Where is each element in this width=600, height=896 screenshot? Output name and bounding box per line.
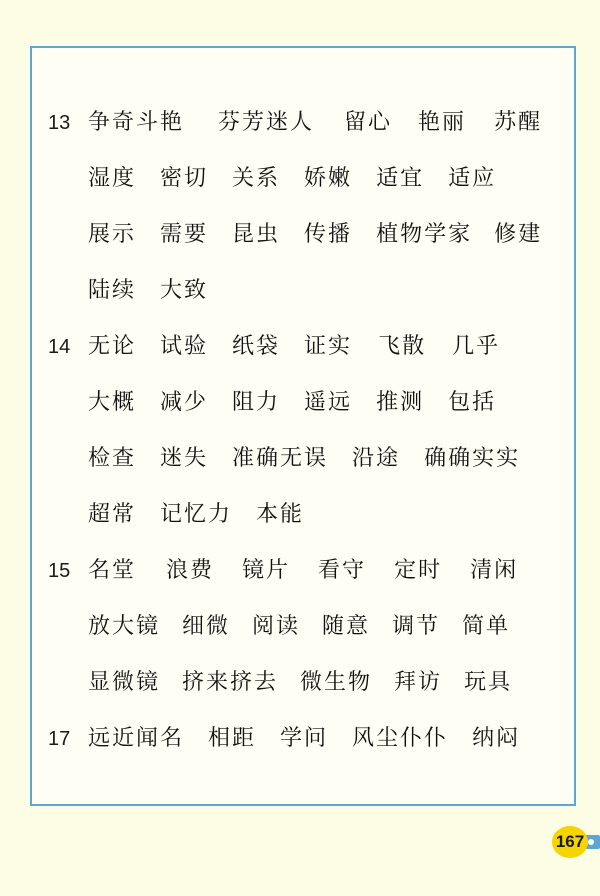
vocab-word: 推测	[376, 390, 425, 415]
vocab-word: 放大镜	[88, 614, 161, 639]
section-number: 13	[48, 112, 71, 134]
section-number: 14	[48, 336, 71, 358]
vocab-word: 记忆力	[160, 502, 233, 527]
vocab-word: 艳丽	[418, 110, 467, 135]
vocab-word: 纸袋	[232, 334, 281, 359]
vocab-word: 调节	[392, 614, 441, 639]
vocab-word: 迷失	[160, 446, 209, 471]
vocab-word: 大致	[160, 278, 209, 303]
vocab-word: 传播	[304, 222, 353, 247]
vocab-word: 沿途	[352, 446, 401, 471]
vocab-word: 准确无误	[232, 446, 329, 471]
vocab-word: 玩具	[464, 670, 513, 695]
vocab-word: 争奇斗艳	[88, 110, 185, 135]
vocab-word: 昆虫	[232, 222, 281, 247]
vocab-word: 湿度	[88, 166, 137, 191]
section-number: 17	[48, 728, 71, 750]
vocab-word: 苏醒	[494, 110, 543, 135]
vocab-word: 学问	[280, 726, 329, 751]
vocab-word: 芬芳迷人	[218, 110, 315, 135]
vocab-word: 适应	[448, 166, 497, 191]
vocab-word: 密切	[160, 166, 209, 191]
vocab-word: 几乎	[452, 334, 501, 359]
vocab-word: 看守	[318, 558, 367, 583]
vocab-word: 包括	[448, 390, 497, 415]
vocab-word: 镜片	[242, 558, 291, 583]
vocab-word: 浪费	[166, 558, 215, 583]
vocab-word: 娇嫩	[304, 166, 353, 191]
vocab-word: 修建	[494, 222, 543, 247]
vocab-word: 证实	[304, 334, 353, 359]
vocab-word: 相距	[208, 726, 257, 751]
vocab-word: 减少	[160, 390, 209, 415]
page-number-badge	[552, 822, 600, 862]
vocab-word: 挤来挤去	[182, 670, 279, 695]
vocab-word: 展示	[88, 222, 137, 247]
vocab-word: 确确实实	[424, 446, 521, 471]
vocab-word: 细微	[182, 614, 231, 639]
vocab-word: 清闲	[470, 558, 519, 583]
vocab-word: 检查	[88, 446, 137, 471]
vocab-word: 大概	[88, 390, 137, 415]
vocab-word: 微生物	[300, 670, 373, 695]
vocab-word: 定时	[394, 558, 443, 583]
vocab-word: 植物学家	[376, 222, 473, 247]
vocab-word: 关系	[232, 166, 281, 191]
page-number: 167	[552, 826, 588, 858]
vocab-word: 陆续	[88, 278, 137, 303]
vocab-word: 试验	[160, 334, 209, 359]
vocab-word: 纳闷	[472, 726, 521, 751]
vocab-word: 阅读	[252, 614, 301, 639]
vocab-word: 本能	[256, 502, 305, 527]
vocab-word: 遥远	[304, 390, 353, 415]
vocab-word: 留心	[344, 110, 393, 135]
vocab-word: 风尘仆仆	[352, 726, 449, 751]
vocab-word: 适宜	[376, 166, 425, 191]
vocab-word: 超常	[88, 502, 137, 527]
vocab-word: 需要	[160, 222, 209, 247]
vocab-word: 无论	[88, 334, 137, 359]
vocab-word: 随意	[322, 614, 371, 639]
vocab-word: 拜访	[394, 670, 443, 695]
vocab-word: 阻力	[232, 390, 281, 415]
section-number: 15	[48, 560, 71, 582]
vocab-word: 简单	[462, 614, 511, 639]
vocab-word: 飞散	[378, 334, 427, 359]
vocab-word: 远近闻名	[88, 726, 185, 751]
vocab-word: 显微镜	[88, 670, 161, 695]
vocab-word: 名堂	[88, 558, 137, 583]
